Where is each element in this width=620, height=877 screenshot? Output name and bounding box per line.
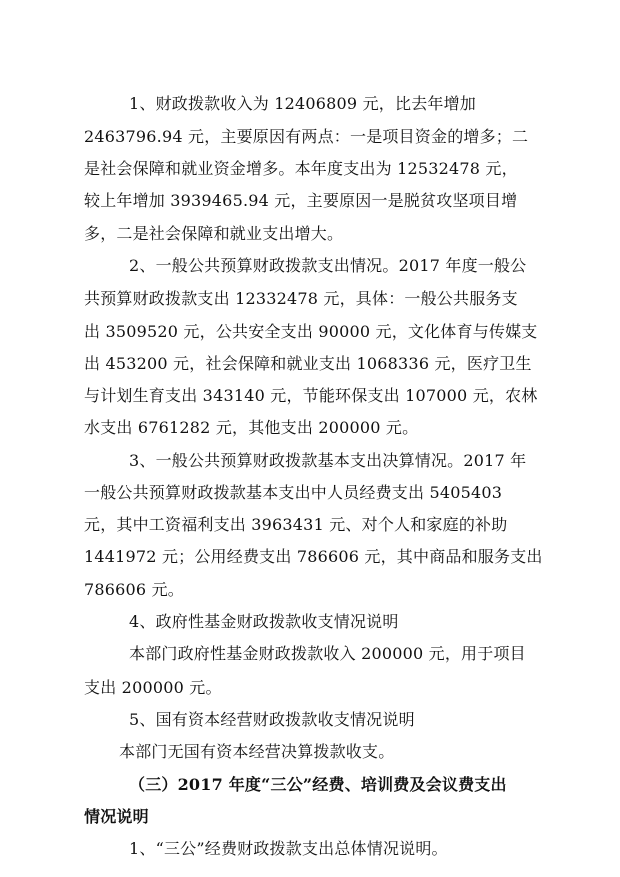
paragraph-2-line-6: 水支出 6761282 元，其他支出 200000 元。 — [84, 417, 419, 437]
paragraph-3-line-4: 1441972 元；公用经费支出 786606 元，其中商品和服务支出 — [84, 547, 543, 567]
paragraph-6-line-1: 5、国有资本经营财政拨款收支情况说明 — [129, 709, 415, 729]
paragraph-5-line-1: 本部门政府性基金财政拨款收入 200000 元，用于项目 — [129, 644, 526, 664]
paragraph-1-line-3: 是社会保障和就业资金增多。本年度支出为 12532478 元， — [84, 159, 518, 179]
paragraph-2-line-2: 共预算财政拨款支出 12332478 元，具体：一般公共服务支 — [84, 288, 518, 308]
paragraph-3-line-2: 一般公共预算财政拨款基本支出中人员经费支出 5405403 — [84, 483, 503, 502]
paragraph-2-line-5: 与计划生育支出 343140 元，节能环保支出 107000 元，农林 — [84, 385, 538, 405]
paragraph-7-line-1: 本部门无国有资本经营决算拨款收支。 — [119, 741, 395, 761]
paragraph-1-line-2: 2463796.94 元，主要原因有两点：一是项目资金的增多；二 — [84, 127, 529, 147]
paragraph-2-line-1: 2、一般公共预算财政拨款支出情况。2017 年度一般公 — [129, 256, 527, 276]
paragraph-8-line-1: 1、“三公”经费财政拨款支出总体情况说明。 — [129, 839, 448, 858]
paragraph-1-line-5: 多，二是社会保障和就业支出增大。 — [84, 224, 344, 244]
paragraph-1-line-1: 1、财政拨款收入为 12406809 元，比去年增加 — [129, 94, 476, 113]
paragraph-2-line-3: 出 3509520 元，公共安全支出 90000 元，文化体育与传媒支 — [84, 321, 538, 341]
paragraph-3-line-1: 3、一般公共预算财政拨款基本支出决算情况。2017 年 — [129, 450, 527, 470]
paragraph-3-line-5: 786606 元。 — [84, 580, 184, 600]
paragraph-5-line-2: 支出 200000 元。 — [84, 677, 222, 697]
paragraph-2-line-4: 出 453200 元，社会保障和就业支出 1068336 元，医疗卫生 — [84, 353, 532, 373]
section-heading-line-1: （三）2017 年度“三公”经费、培训费及会议费支出 — [129, 774, 507, 794]
paragraph-1-line-4: 较上年增加 3939465.94 元，主要原因一是脱贫攻坚项目增 — [84, 191, 518, 211]
paragraph-3-line-3: 元，其中工资福利支出 3963431 元、对个人和家庭的补助 — [84, 515, 508, 535]
paragraph-4-line-1: 4、政府性基金财政拨款收支情况说明 — [129, 612, 399, 632]
section-heading-line-2: 情况说明 — [84, 806, 149, 826]
